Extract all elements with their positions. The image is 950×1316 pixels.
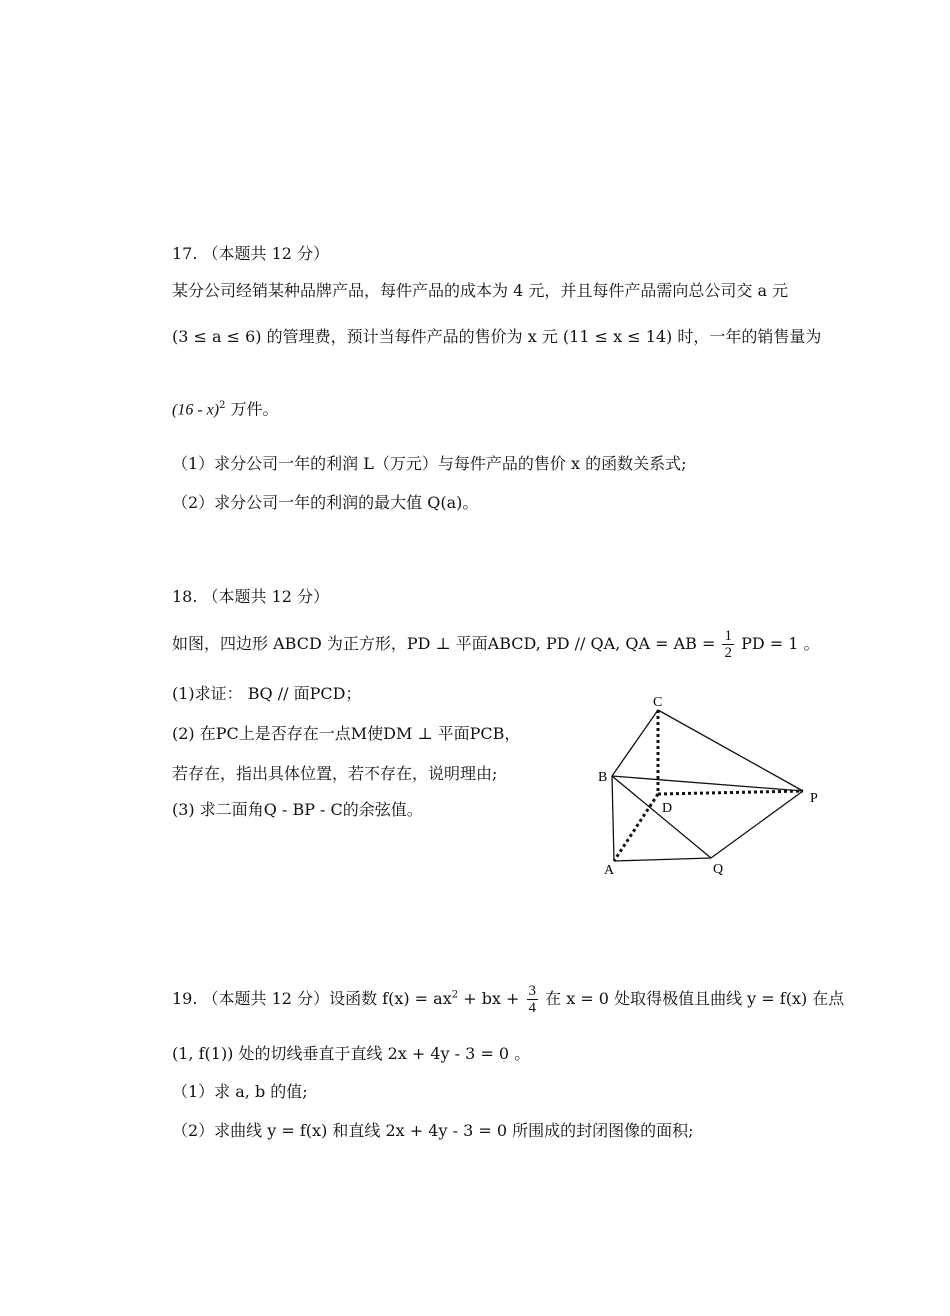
q19-line1-b: + bx + [458, 989, 525, 1008]
solid-edges [612, 710, 803, 861]
q17-part1: （1）求分公司一年的利润 L（万元）与每件产品的售价 x 的函数关系式; [172, 454, 687, 473]
q18-part1: (1)求证： BQ // 面PCD； [172, 684, 362, 703]
edge-aq [614, 858, 711, 861]
label-d: D [662, 801, 673, 816]
q19-line2: (1, f(1)) 处的切线垂直于直线 2x + 4y - 3 = 0 。 [172, 1044, 531, 1063]
edge-ba [612, 776, 614, 861]
q18-intro-b: PD = 1 。 [735, 634, 820, 653]
edge-bq [612, 776, 711, 858]
q19-part1: （1）求 a, b 的值; [172, 1082, 308, 1101]
q19-line1-c: 在 x = 0 处取得极值且曲线 y = f(x) 在点 [540, 989, 845, 1008]
edge-cb [612, 710, 658, 776]
q19-frac-den: 4 [528, 1000, 537, 1016]
label-b: B [598, 770, 608, 785]
q17-line3-exp: 2 [219, 400, 226, 411]
q19-fraction [527, 983, 539, 1016]
edge-cp [658, 710, 803, 791]
edge-dp [658, 791, 803, 794]
q19-frac-num: 3 [528, 983, 537, 999]
q18-frac-num: 1 [724, 628, 732, 644]
q18-intro-a: 如图，四边形 ABCD 为正方形，PD ⊥ 平面ABCD, PD // QA, QA = AB = [172, 634, 721, 653]
q17-line3-expr: (16 - x) [172, 401, 220, 419]
edge-da [614, 794, 658, 861]
q17-part2: （2）求分公司一年的利润的最大值 Q(a)。 [172, 493, 479, 512]
label-q: Q [713, 862, 724, 877]
label-c: C [653, 695, 663, 710]
q19-line1-exp: 2 [451, 989, 459, 1001]
q18-intro [172, 628, 820, 661]
q19-line1-a: 19. （本题共 12 分）设函数 f(x) = ax [172, 989, 452, 1008]
edge-bp [612, 776, 803, 791]
label-a: A [604, 863, 615, 878]
q17-line2: (3 ≤ a ≤ 6) 的管理费，预计当每件产品的售价为 x 元 (11 ≤ x ≤ 14) 时，一年的销售量为 [172, 327, 822, 346]
edge-qp [711, 791, 803, 858]
q19-part2: （2）求曲线 y = f(x) 和直线 2x + 4y - 3 = 0 所围成的封闭图像的面积; [172, 1121, 694, 1140]
q18-part2: (2) 在PC上是否存在一点M使DM ⊥ 平面PCB， [172, 724, 521, 743]
q19-line1 [172, 983, 844, 1016]
q17-header: 17. （本题共 12 分） [172, 244, 330, 263]
q18-part2b: 若存在，指出具体位置，若不存在，说明理由; [172, 764, 498, 783]
q18-intro-fraction [722, 628, 734, 661]
q18-frac-den: 2 [724, 645, 732, 661]
q17-line3-text: 万件。 [225, 399, 279, 419]
q17-line3 [172, 395, 279, 421]
label-p: P [810, 791, 818, 806]
q18-part3: (3) 求二面角Q - BP - C的余弦值。 [172, 800, 423, 819]
q17-line1: 某分公司经销某种品牌产品，每件产品的成本为 4 元，并且每件产品需向总公司交 a 元 [172, 281, 789, 300]
q18-header: 18. （本题共 12 分） [172, 587, 330, 606]
pyramid-figure [590, 690, 830, 885]
